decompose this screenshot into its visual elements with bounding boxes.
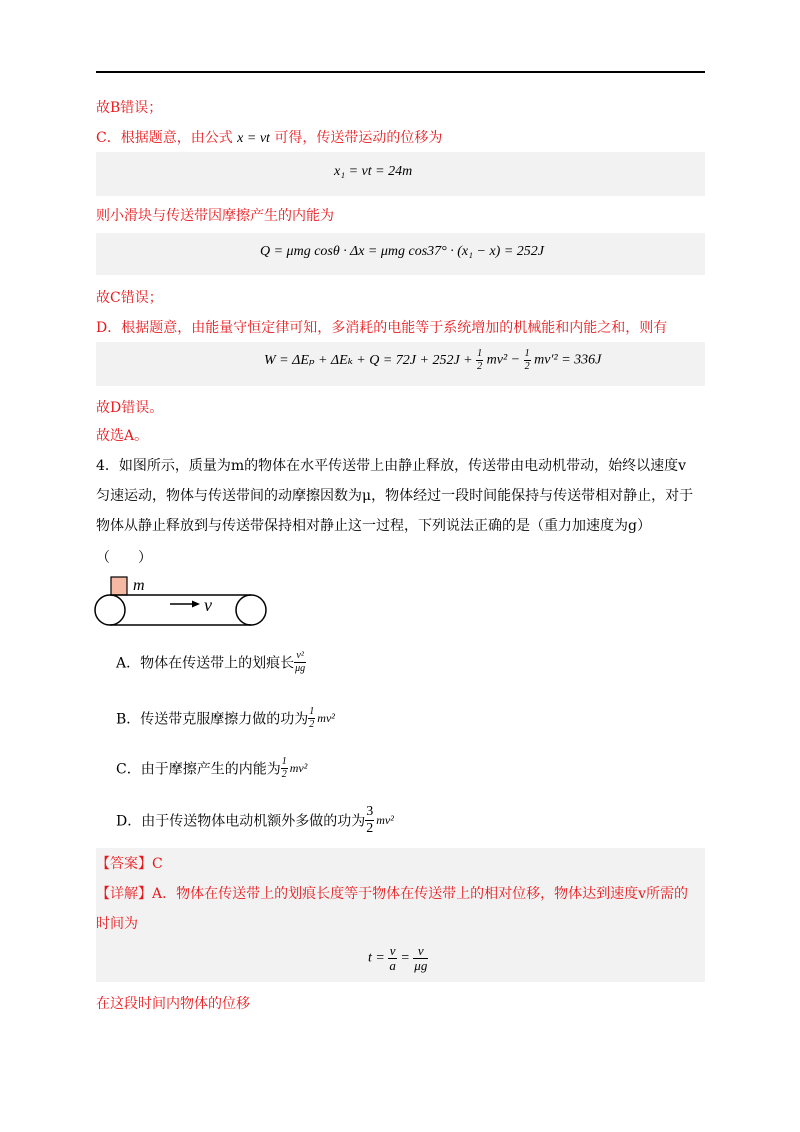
conveyor-figure — [94, 574, 274, 634]
velocity-arrow-head — [192, 601, 200, 608]
equation: x₁ = vt = 24m — [334, 164, 413, 179]
equation-box — [96, 152, 705, 196]
text-line: 则小滑块与传送带因摩擦产生的内能为 — [96, 208, 334, 224]
text-segment: 可得，传送带运动的位移为 — [274, 130, 443, 146]
question-line: 4．如图所示，质量为m的物体在水平传送带上由静止释放，传送带由电动机带动，始终以速度v — [96, 458, 687, 474]
option-formula: mv² — [317, 711, 335, 725]
text-line: 故C错误； — [96, 290, 163, 306]
fraction-numerator: 3 — [366, 804, 374, 819]
fraction-numerator: v² — [296, 650, 304, 661]
fraction-v-over-a — [388, 944, 397, 973]
equation-box — [96, 233, 705, 275]
equation-part: W = ΔEₚ + ΔEₖ + Q = 72J + 252J + — [264, 353, 473, 368]
fraction-denominator: 2 — [366, 821, 374, 836]
equation-part: t = — [368, 950, 385, 966]
option-text: A．物体在传送带上的划痕长 — [116, 655, 295, 672]
question-line: 物体从静止释放到与传送带保持相对静止这一过程，下列说法正确的是（重力加速度为g） — [96, 518, 651, 534]
option-text: C．由于摩擦产生的内能为 — [116, 761, 281, 778]
text-line — [96, 128, 442, 149]
detail-line: 时间为 — [96, 916, 138, 932]
fraction-denominator: 2 — [524, 361, 530, 372]
fraction-denominator: μg — [295, 663, 306, 674]
fraction-denominator: a — [389, 958, 396, 973]
text-line: 故D错误。 — [96, 400, 164, 416]
fraction-numerator: v — [417, 943, 424, 958]
equation-box — [96, 342, 705, 386]
option-fraction — [308, 706, 315, 731]
question-line: 匀速运动，物体与传送带间的动摩擦因数为μ，物体经过一段时间能保持与传送带相对静止，对于 — [96, 488, 694, 504]
label-m: m — [133, 577, 145, 594]
option-a — [116, 650, 306, 675]
answer-tag: 【答案】C — [96, 856, 163, 872]
text-segment: C．根据题意，由公式 — [96, 130, 233, 146]
option-fraction — [281, 756, 288, 781]
text-line: 故B错误； — [96, 100, 163, 116]
fraction-numerator: 1 — [281, 756, 287, 767]
equation-part: mv² − — [486, 352, 521, 368]
detail-line: 【详解】A．物体在传送带上的划痕长度等于物体在传送带上的相对位移，物体达到速度v所需的 — [96, 886, 689, 902]
equation-part: = — [400, 950, 410, 966]
left-roller — [95, 595, 125, 625]
right-roller — [236, 595, 266, 625]
text-line: 故选A。 — [96, 428, 149, 444]
option-text: D．由于传送物体电动机额外多做的功为 — [116, 813, 366, 830]
label-v: v — [204, 595, 212, 615]
fraction-numerator: 1 — [477, 348, 483, 359]
fraction-half — [476, 348, 483, 373]
time-equation — [368, 944, 428, 973]
fraction-v-over-mug — [413, 944, 428, 973]
option-formula: mv² — [376, 813, 394, 827]
fraction-denominator: 2 — [309, 719, 315, 730]
header-rule — [96, 71, 705, 73]
fraction-numerator: v — [389, 943, 396, 958]
option-fraction — [365, 804, 374, 837]
fraction-denominator: μg — [414, 958, 428, 973]
option-b — [116, 706, 335, 731]
fraction-denominator: 2 — [281, 769, 287, 780]
text-line: D．根据题意，由能量守恒定律可知，多消耗的电能等于系统增加的机械能和内能之和，则有 — [96, 320, 668, 336]
answer-blank: （ ） — [96, 550, 152, 566]
fraction-half — [524, 348, 531, 373]
equation: Q = μmg cosθ · Δx = μmg cos37° · (x₁ − x) = 252J — [260, 244, 544, 259]
option-formula: mv² — [289, 761, 308, 775]
fraction-numerator: 1 — [524, 348, 530, 359]
block-mass — [111, 577, 127, 595]
fraction-numerator: 1 — [309, 706, 315, 717]
option-d — [116, 804, 394, 837]
equation — [264, 348, 601, 373]
detail-line: 在这段时间内物体的位移 — [96, 996, 250, 1012]
option-text: B．传送带克服摩擦力做的功为 — [116, 711, 309, 728]
inline-formula: x = vt — [237, 131, 270, 146]
fraction-denominator: 2 — [477, 361, 483, 372]
equation-part: mv′² = 336J — [534, 352, 602, 368]
option-fraction — [294, 650, 306, 675]
option-c — [116, 756, 307, 781]
